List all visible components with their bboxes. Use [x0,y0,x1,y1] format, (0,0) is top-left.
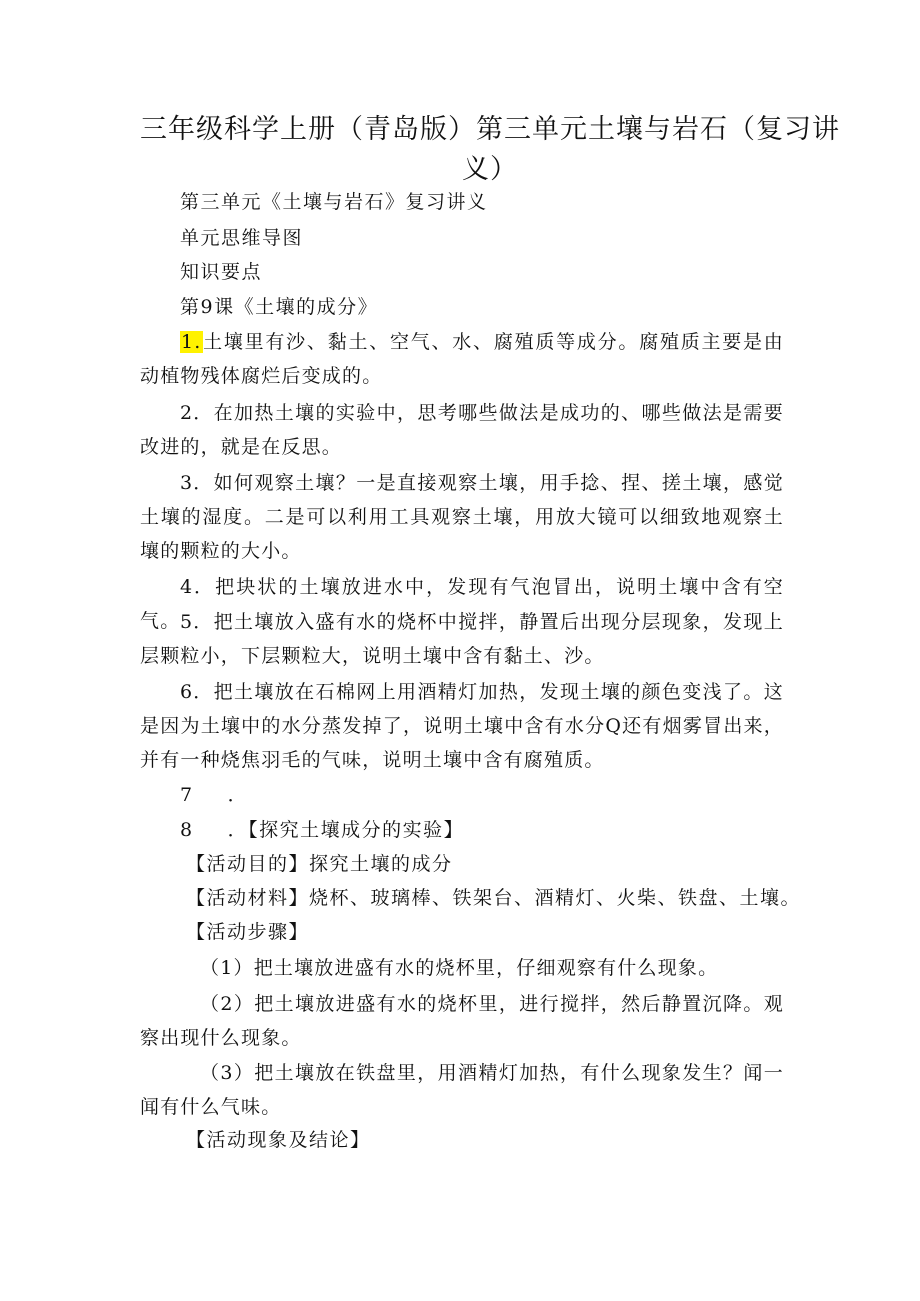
point-3-number: 3 [180,472,194,494]
point-8-number: 8 [180,819,194,841]
lesson-heading: 第9课《土壤的成分》 [180,296,379,318]
activity-purpose: 【活动目的】探究土壤的成分 [186,853,453,875]
mind-map-heading: 单元思维导图 [180,227,304,249]
point-7-text: ． [227,784,249,806]
point-2-text: ．在加热土壤的实验中，思考哪些做法是成功的、哪些做法是需要改进的，就是在反思。 [140,402,784,458]
point-4-text: ．把块状的土壤放进水中，发现有气泡冒出，说明土壤中含有空气。 [140,576,784,632]
point-6 [140,675,784,777]
point-3 [140,466,784,568]
point-1-number-highlight: 1. [181,331,202,353]
point-7-number: 7 [180,784,194,806]
point-3-text: ．如何观察土壤？一是直接观察土壤，用手捻、捏、搓土壤，感觉土壤的湿度。二是可以利用工具观察土壤，用放大镜可以细致地观察土壤的颗粒的大小。 [140,472,784,562]
unit-heading: 第三单元《土壤与岩石》复习讲义 [180,191,488,213]
activity-materials: 【活动材料】烧杯、玻璃棒、铁架台、酒精灯、火柴、铁盘、土壤。 [186,887,802,909]
point-5 [140,605,784,673]
activity-step-1: （1）把土壤放进盛有水的烧杯里，仔细观察有什么现象。 [200,957,719,979]
activity-results-title: 【活动现象及结论】 [186,1129,371,1151]
point-8-text: ．【探究土壤成分的实验】 [227,819,465,841]
point-4-number: 4 [180,576,194,598]
document-title: 三年级科学上册（青岛版）第三单元土壤与岩石（复习讲义） [140,114,840,185]
point-7 [180,783,248,807]
activity-step-2: （2）把土壤放进盛有水的烧杯里，进行搅拌，然后静置沉降。观察出现什么现象。 [140,993,784,1049]
point-8 [180,818,464,842]
point-5-text: ．把土壤放入盛有水的烧杯中搅拌，静置后出现分层现象，发现上层颗粒小，下层颗粒大，说明土壤中含有黏土、沙。 [140,611,784,667]
activity-steps-title: 【活动步骤】 [186,921,310,943]
point-6-number: 6 [180,681,194,703]
key-points-heading: 知识要点 [180,261,263,283]
point-1-text: 土壤里有沙、黏土、空气、水、腐殖质等成分。腐殖质主要是由动植物残体腐烂后变成的。 [140,331,784,387]
point-5-number: 5 [180,611,194,633]
point-2-number: 2 [180,402,194,424]
point-1 [140,325,784,393]
point-6-text: ．把土壤放在石棉网上用酒精灯加热，发现土壤的颜色变浅了。这是因为土壤中的水分蒸发掉了，说明土壤中含有水分Q还有烟雾冒出来，并有一种烧焦羽毛的气味，说明土壤中含有腐殖质。 [140,681,784,771]
point-2 [140,396,784,464]
activity-step-3: （3）把土壤放在铁盘里，用酒精灯加热，有什么现象发生？闻一闻有什么气味。 [140,1062,784,1118]
